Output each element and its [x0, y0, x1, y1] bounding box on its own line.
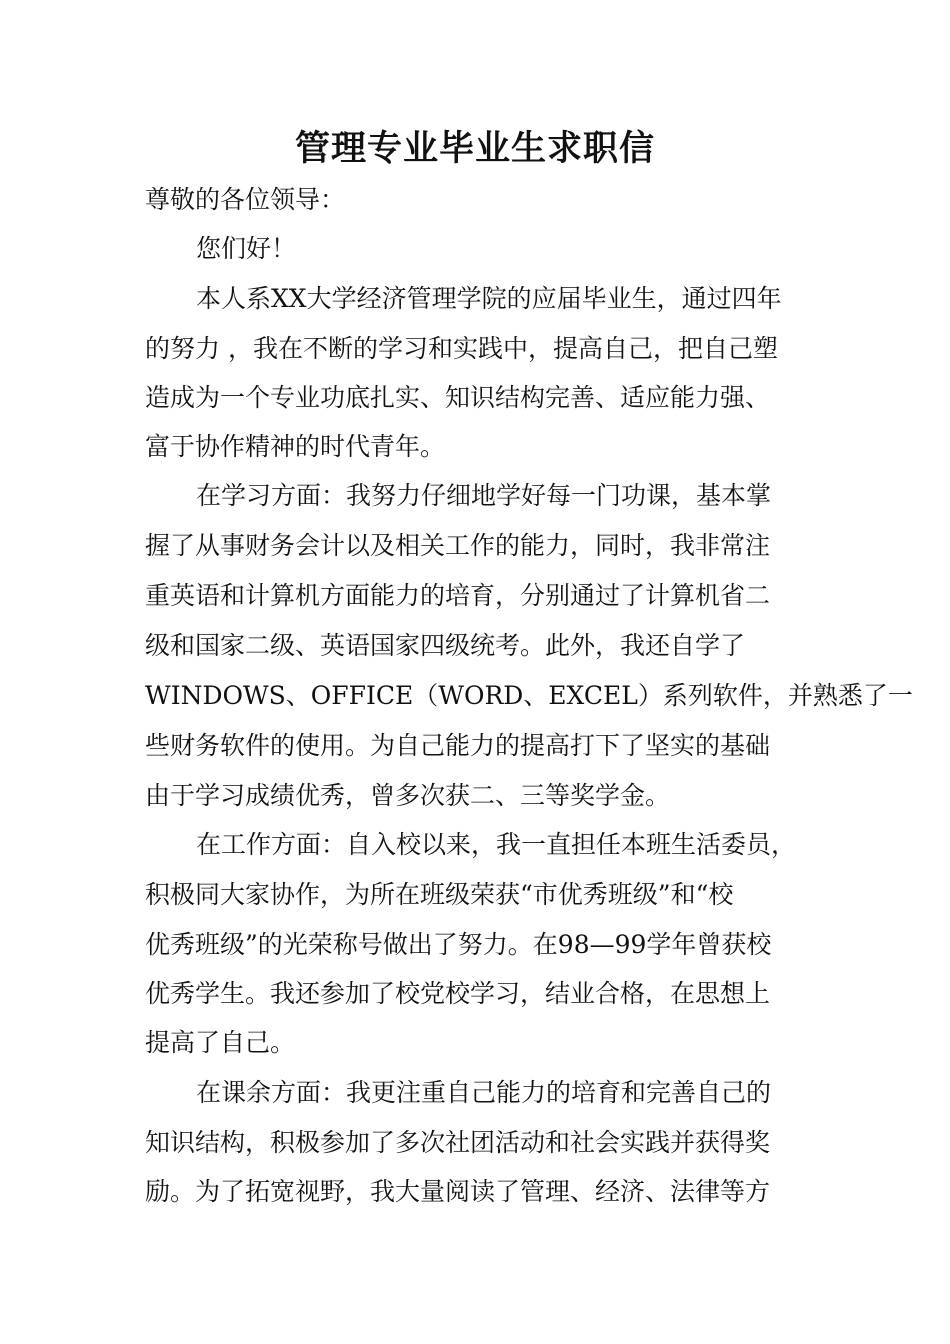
paragraph-3-line: 在工作方面：自入校以来，我一直担任本班生活委员， — [196, 830, 797, 859]
paragraph-4-line: 知识结构，积极参加了多次社团活动和社会实践并获得奖 — [145, 1128, 771, 1157]
paragraph-2-line: WINDOWS、OFFICE（WORD、EXCEL）系列软件，并熟悉了一 — [145, 681, 913, 710]
paragraph-1-line: 造成为一个专业功底扎实、知识结构完善、适应能力强、 — [145, 383, 771, 412]
paragraph-1-line: 的努力 ，我在不断的学习和实践中，提高自己，把自己塑 — [145, 334, 778, 363]
paragraph-1-line: 本人系XX大学经济管理学院的应届毕业生，通过四年 — [196, 284, 782, 313]
paragraph-2-line: 在学习方面：我努力仔细地学好每一门功课，基本掌 — [196, 481, 772, 510]
paragraph-2-line: 级和国家二级、英语国家四级统考。此外，我还自学了 — [145, 631, 746, 660]
paragraph-2-line: 重英语和计算机方面能力的培育，分别通过了计算机省二 — [145, 581, 771, 610]
paragraph-3-line: 积极同大家协作，为所在班级荣获“市优秀班级”和“校 — [145, 880, 734, 909]
paragraph-3-line: 优秀学生。我还参加了校党校学习，结业合格，在思想上 — [145, 979, 771, 1008]
paragraph-3-line: 优秀班级”的光荣称号做出了努力。在98—99学年曾获校 — [145, 930, 772, 959]
paragraph-2-line: 由于学习成绩优秀，曾多次获二、三等奖学金。 — [145, 781, 671, 810]
paragraph-2-line: 些财务软件的使用。为自己能力的提高打下了坚实的基础 — [145, 731, 771, 760]
paragraph-4-line: 励。为了拓宽视野，我大量阅读了管理、经济、法律等方 — [145, 1177, 771, 1206]
paragraph-4-line: 在课余方面：我更注重自己能力的培育和完善自己的 — [196, 1078, 772, 1107]
paragraph-3-line: 提高了自己。 — [145, 1028, 296, 1057]
paragraph-2-line: 握了从事财务会计以及相关工作的能力，同时，我非常注 — [145, 531, 771, 560]
document-title: 管理专业毕业生求职信 — [294, 129, 655, 169]
salutation-line: 尊敬的各位领导： — [145, 185, 346, 214]
paragraph-1-line: 富于协作精神的时代青年。 — [145, 432, 446, 461]
greeting-line: 您们好！ — [196, 234, 297, 263]
